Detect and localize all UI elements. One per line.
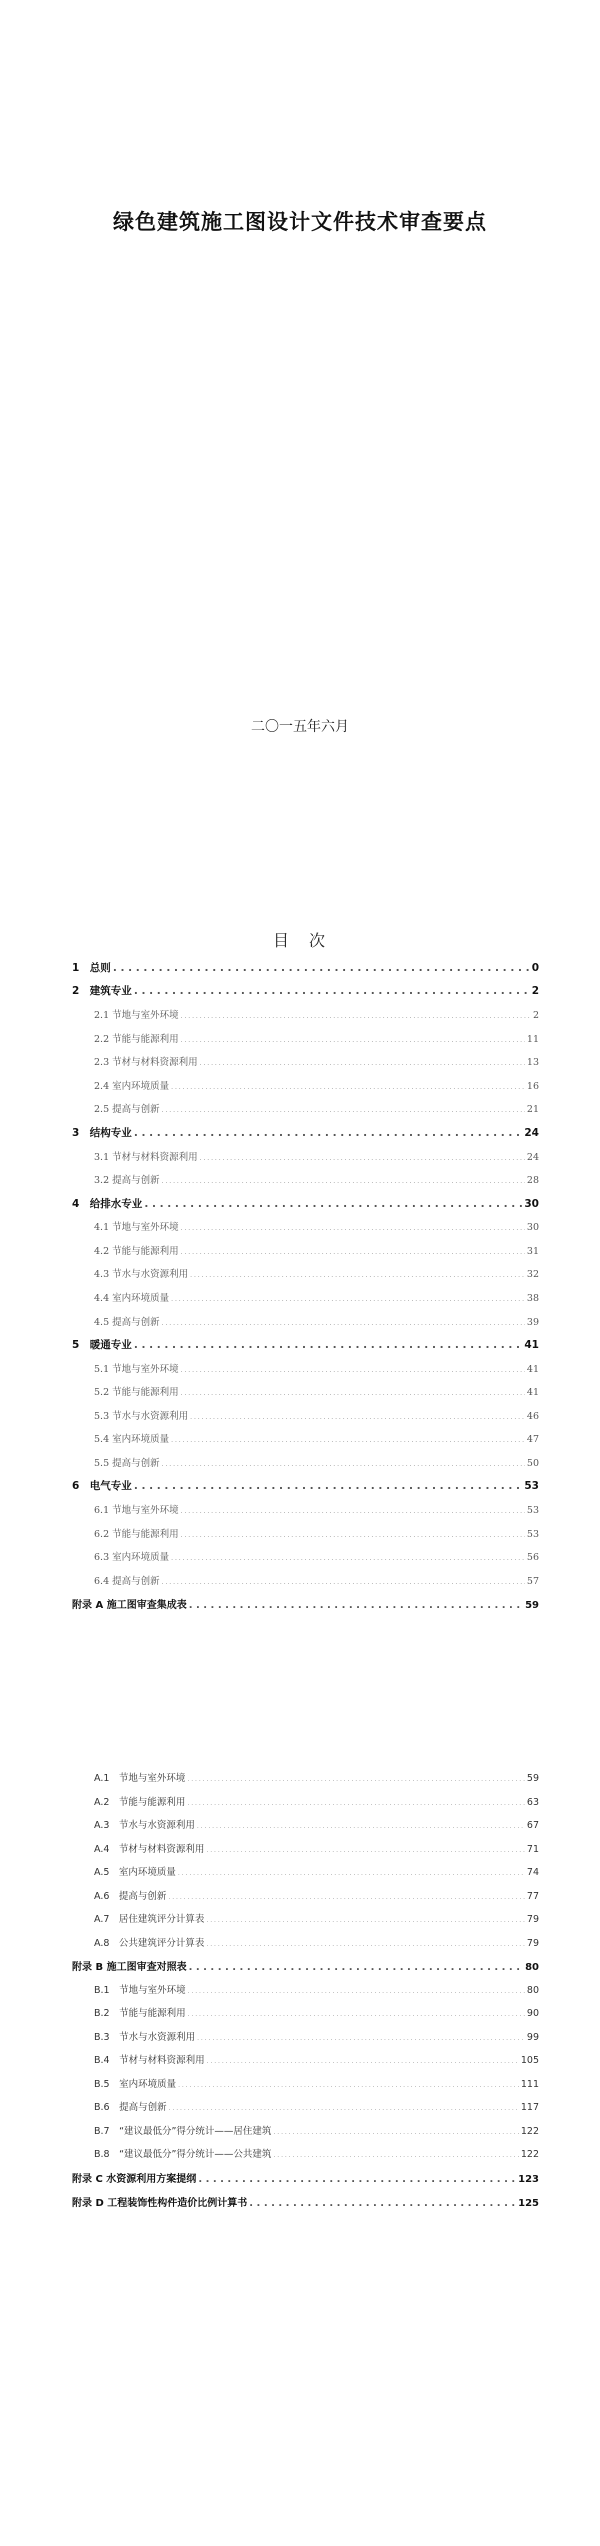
toc-entry-page: 38 [526, 1293, 539, 1304]
toc-leader-dots [168, 1894, 525, 1901]
toc-entry-label: A.6 提高与创新 [94, 1891, 167, 1902]
toc-leader-dots [249, 2198, 516, 2209]
toc-leader-dots [187, 1800, 525, 1807]
toc-entry[interactable] [94, 1266, 539, 1284]
toc-entry-label: B.6 提高与创新 [94, 2102, 167, 2113]
toc-leader-dots [206, 1847, 525, 1854]
toc-leader-dots [171, 1084, 525, 1091]
toc-entry[interactable] [72, 1125, 539, 1143]
toc-entry-label: A.1 节地与室外环境 [94, 1773, 186, 1784]
toc-leader-dots [198, 2174, 516, 2185]
toc-leader-dots [113, 962, 530, 974]
toc-entry[interactable] [94, 1770, 539, 1788]
toc-entry[interactable] [94, 1007, 539, 1025]
toc-entry-page: 123 [518, 2174, 539, 2185]
toc-entry-page: 28 [526, 1175, 539, 1186]
toc-leader-dots [181, 1367, 525, 1374]
toc-entry-label: 4.5 提高与创新 [94, 1317, 160, 1328]
toc-entry-page: 59 [525, 1600, 539, 1611]
toc-entry-label: 2.2 节能与能源利用 [94, 1034, 179, 1045]
toc-entry[interactable] [94, 1794, 539, 1812]
toc-entry-label: 附录 C 水资源利用方案提纲 [72, 2174, 197, 2185]
toc-entry[interactable] [72, 2170, 539, 2188]
toc-entry-label: 2 建筑专业 [72, 985, 132, 997]
toc-entry[interactable] [94, 1888, 539, 1906]
toc-entry[interactable] [94, 1935, 539, 1953]
toc-leader-dots [169, 2105, 519, 2112]
toc-leader-dots [189, 1962, 523, 1973]
toc-entry-label: 4.4 室内环境质量 [94, 1293, 170, 1304]
toc-entry-label: 6 电气专业 [72, 1480, 132, 1492]
toc-entry-page: 41 [526, 1387, 539, 1398]
toc-entry-page: 11 [526, 1034, 539, 1045]
toc-entry-label: A.4 节材与材料资源利用 [94, 1844, 205, 1855]
toc-entry-label: 2.5 提高与创新 [94, 1104, 160, 1115]
toc-entry-page: 90 [526, 2008, 539, 2019]
toc-entry[interactable] [94, 1982, 539, 2000]
toc-entry-label: B.1 节地与室外环境 [94, 1985, 186, 1996]
toc-leader-dots [134, 1339, 523, 1351]
toc-leader-dots [162, 1461, 525, 1468]
toc-entry-label: 附录 B 施工图审查对照表 [72, 1962, 187, 1973]
toc-entry-page: 71 [526, 1844, 539, 1855]
toc-entry-label: A.2 节能与能源利用 [94, 1797, 186, 1808]
toc-entry[interactable] [94, 2146, 539, 2164]
toc-entry-page: 125 [518, 2198, 539, 2209]
toc-entry-page: 77 [526, 1891, 539, 1902]
toc-entry-label: 5.5 提高与创新 [94, 1458, 160, 1469]
toc-entry[interactable] [94, 1172, 539, 1190]
toc-entry-label: 6.3 室内环境质量 [94, 1552, 170, 1563]
toc-entry[interactable] [94, 1361, 539, 1379]
toc-entry[interactable] [72, 1596, 539, 1614]
toc-entry[interactable] [94, 2029, 539, 2047]
toc-entry[interactable] [94, 1078, 539, 1096]
toc-leader-dots [181, 1249, 525, 1256]
toc-entry-label: 2.3 节材与材料资源利用 [94, 1057, 198, 1068]
toc-entry-label: B.4 节材与材料资源利用 [94, 2055, 205, 2066]
toc-entry-label: B.7 “建议最低分”得分统计——居住建筑 [94, 2126, 272, 2137]
toc-leader-dots [188, 2011, 525, 2018]
toc-leader-dots [181, 1037, 525, 1044]
toc-entry-page: 16 [526, 1081, 539, 1092]
toc-leader-dots [206, 1917, 525, 1924]
toc-entry[interactable] [94, 1864, 539, 1882]
toc-entry-page: 80 [525, 1962, 539, 1973]
toc-entry-page: 111 [520, 2079, 539, 2090]
toc-entry-page: 24 [526, 1152, 539, 1163]
toc-leader-dots [187, 1776, 525, 1783]
toc-entry-page: 46 [526, 1411, 539, 1422]
toc-entry[interactable] [94, 1219, 539, 1237]
toc-entry-page: 117 [520, 2102, 539, 2113]
toc-leader-dots [178, 1870, 525, 1877]
toc-entry-label: 5.1 节地与室外环境 [94, 1364, 179, 1375]
toc-entry-page: 80 [526, 1985, 539, 1996]
toc-entry-label: B.5 室内环境质量 [94, 2079, 177, 2090]
toc-entry-page: 21 [526, 1104, 539, 1115]
toc-entry-page: 2 [531, 985, 539, 997]
toc-entry[interactable] [94, 1817, 539, 1835]
toc-entry-page: 31 [526, 1246, 539, 1257]
toc-entry-label: 3.2 提高与创新 [94, 1175, 160, 1186]
toc-leader-dots [190, 1414, 525, 1421]
toc-leader-dots [189, 1600, 523, 1611]
toc-entry-page: 50 [526, 1458, 539, 1469]
toc-leader-dots [273, 2152, 518, 2159]
toc-leader-dots [162, 1178, 525, 1185]
toc-leader-dots [188, 1988, 525, 1995]
toc-entry-label: A.8 公共建筑评分计算表 [94, 1938, 205, 1949]
toc-entry[interactable] [94, 1431, 539, 1449]
toc-entry-page: 41 [524, 1339, 539, 1351]
toc-entry-page: 30 [524, 1198, 539, 1210]
toc-entry-page: 63 [526, 1797, 539, 1808]
toc-entry[interactable] [94, 2099, 539, 2117]
toc-entry-label: 1 总则 [72, 962, 111, 974]
toc-leader-dots [200, 1155, 525, 1162]
toc-entry-page: 79 [526, 1938, 539, 1949]
toc-entry[interactable] [94, 1573, 539, 1591]
toc-entry[interactable] [72, 1478, 539, 1496]
toc-entry-label: 6.2 节能与能源利用 [94, 1529, 179, 1540]
toc-entry[interactable] [72, 960, 539, 978]
toc-entry-page: 47 [526, 1434, 539, 1445]
toc-entry-label: 2.4 室内环境质量 [94, 1081, 170, 1092]
toc-entry[interactable] [94, 2052, 539, 2070]
toc-entry-label: 2.1 节地与室外环境 [94, 1010, 179, 1021]
toc-leader-dots [134, 1127, 523, 1139]
toc-entry[interactable] [94, 1290, 539, 1308]
toc-entry-label: 4 给排水专业 [72, 1198, 143, 1210]
toc-leader-dots [190, 1272, 525, 1279]
toc-entry-label: 5 暖通专业 [72, 1339, 132, 1351]
toc-entry-page: 122 [520, 2126, 539, 2137]
toc-leader-dots [197, 2035, 525, 2042]
toc-leader-dots [178, 2082, 519, 2089]
toc-leader-dots [171, 1437, 525, 1444]
toc-entry[interactable] [72, 1196, 539, 1214]
toc-entry[interactable] [94, 1031, 539, 1049]
toc-leader-dots [181, 1013, 531, 1020]
toc-leader-dots [207, 2058, 519, 2065]
toc-entry[interactable] [94, 1841, 539, 1859]
toc-entry-page: 74 [526, 1867, 539, 1878]
toc-entry-page: 99 [526, 2032, 539, 2043]
toc-entry[interactable] [94, 1502, 539, 1520]
document-date: 二〇一五年六月 [251, 719, 349, 735]
toc-entry-label: 附录 A 施工图审查集成表 [72, 1600, 187, 1611]
toc-entry-page: 2 [532, 1010, 539, 1021]
toc-leader-dots [171, 1555, 525, 1562]
toc-entry-page: 57 [526, 1576, 539, 1587]
toc-entry-page: 32 [526, 1269, 539, 1280]
toc-entry-label: 5.4 室内环境质量 [94, 1434, 170, 1445]
toc-entry[interactable] [94, 1526, 539, 1544]
toc-entry-page: 53 [524, 1480, 539, 1492]
toc-entry-page: 0 [531, 962, 539, 974]
toc-leader-dots [134, 1480, 523, 1492]
toc-entry[interactable] [94, 2123, 539, 2141]
toc-entry[interactable] [94, 1054, 539, 1072]
toc-entry-label: B.8 “建议最低分”得分统计——公共建筑 [94, 2149, 272, 2160]
toc-entry-label: 3.1 节材与材料资源利用 [94, 1152, 198, 1163]
toc-entry-label: A.3 节水与水资源利用 [94, 1820, 195, 1831]
toc-leader-dots [181, 1390, 525, 1397]
toc-leader-dots [273, 2129, 518, 2136]
toc-entry[interactable] [94, 1455, 539, 1473]
toc-heading: 目 次 [272, 931, 327, 950]
toc-entry-page: 53 [526, 1505, 539, 1516]
toc-entry[interactable] [72, 1337, 539, 1355]
toc-entry-page: 24 [524, 1127, 539, 1139]
toc-leader-dots [144, 1198, 522, 1210]
toc-entry-page: 56 [526, 1552, 539, 1563]
toc-entry-label: 6.4 提高与创新 [94, 1576, 160, 1587]
toc-entry[interactable] [94, 1384, 539, 1402]
toc-entry[interactable] [94, 1314, 539, 1332]
toc-leader-dots [162, 1107, 525, 1114]
toc-entry-page: 13 [526, 1057, 539, 1068]
toc-entry-page: 39 [526, 1317, 539, 1328]
toc-leader-dots [181, 1225, 525, 1232]
toc-leader-dots [171, 1296, 525, 1303]
toc-entry[interactable] [72, 2194, 539, 2212]
toc-entry[interactable] [94, 1101, 539, 1119]
toc-entry-label: 5.3 节水与水资源利用 [94, 1411, 189, 1422]
toc-leader-dots [200, 1060, 525, 1067]
toc-entry-page: 53 [526, 1529, 539, 1540]
toc-entry-page: 67 [526, 1820, 539, 1831]
toc-leader-dots [162, 1579, 525, 1586]
toc-entry-page: 30 [526, 1222, 539, 1233]
toc-entry-label: A.5 室内环境质量 [94, 1867, 176, 1878]
toc-entry-label: A.7 居住建筑评分计算表 [94, 1914, 205, 1925]
toc-entry[interactable] [94, 2076, 539, 2094]
toc-entry[interactable] [72, 1958, 539, 1976]
toc-entry-label: 4.3 节水与水资源利用 [94, 1269, 189, 1280]
toc-entry[interactable] [72, 983, 539, 1001]
toc-entry-page: 41 [526, 1364, 539, 1375]
toc-entry-page: 59 [526, 1773, 539, 1784]
toc-entry-label: 3 结构专业 [72, 1127, 132, 1139]
toc-entry-page: 105 [520, 2055, 539, 2066]
toc-entry-label: 6.1 节地与室外环境 [94, 1505, 179, 1516]
toc-entry[interactable] [94, 1408, 539, 1426]
toc-entry[interactable] [94, 1911, 539, 1929]
toc-leader-dots [162, 1320, 525, 1327]
toc-entry-page: 79 [526, 1914, 539, 1925]
toc-entry[interactable] [94, 1149, 539, 1167]
toc-leader-dots [206, 1941, 525, 1948]
toc-entry-label: B.3 节水与水资源利用 [94, 2032, 196, 2043]
toc-entry-label: B.2 节能与能源利用 [94, 2008, 186, 2019]
toc-leader-dots [181, 1508, 525, 1515]
document-title: 绿色建筑施工图设计文件技术审查要点 [113, 210, 487, 234]
toc-leader-dots [197, 1823, 525, 1830]
toc-leader-dots [181, 1532, 525, 1539]
toc-entry-page: 122 [520, 2149, 539, 2160]
toc-leader-dots [134, 985, 530, 997]
toc-entry-label: 附录 D 工程装饰性构件造价比例计算书 [72, 2198, 248, 2209]
toc-entry[interactable] [94, 1549, 539, 1567]
toc-entry[interactable] [94, 2005, 539, 2023]
toc-entry-label: 4.1 节地与室外环境 [94, 1222, 179, 1233]
toc-entry[interactable] [94, 1243, 539, 1261]
toc-entry-label: 4.2 节能与能源利用 [94, 1246, 179, 1257]
toc-entry-label: 5.2 节能与能源利用 [94, 1387, 179, 1398]
